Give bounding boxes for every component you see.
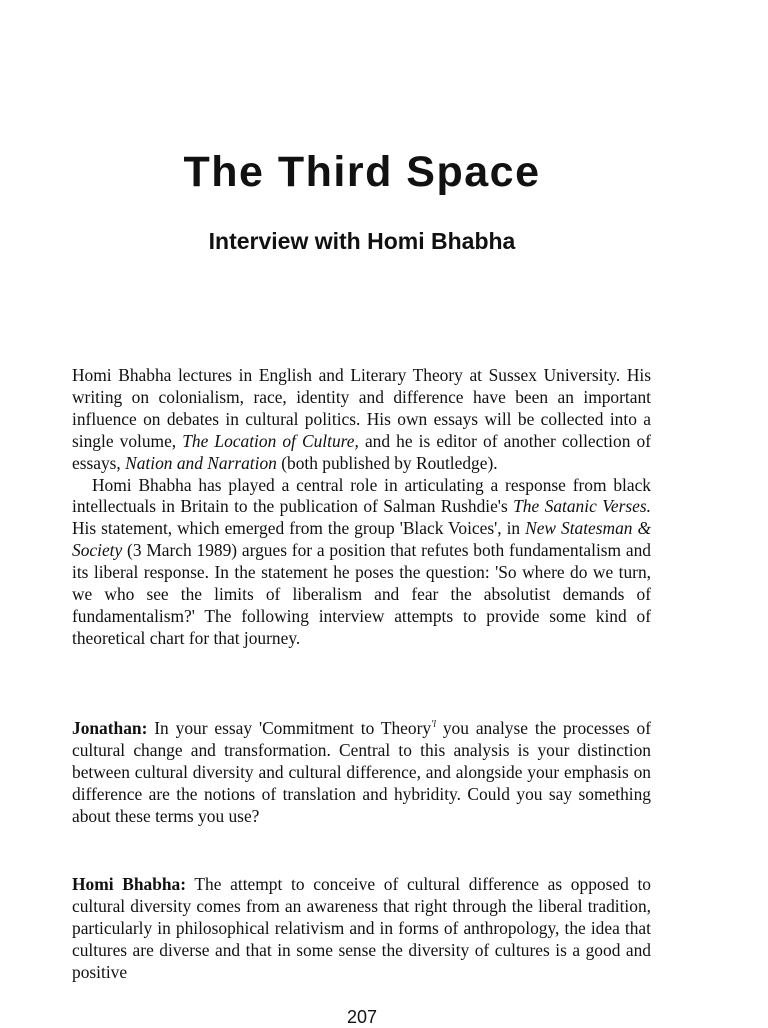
speaker-jonathan: Jonathan:	[72, 718, 148, 738]
book-title-location-of-culture: The Location of Culture,	[182, 430, 359, 451]
intro-paragraph-2	[72, 475, 651, 650]
intro-p2-text-c: (3 March 1989) argues for a position that refutes both fundamentalism and its liberal response. In the statement he poses the question: 'So where do we turn, we who see the limits of liberalism and fear the absolutist demands of fundamentalism?' The following interview attempts to provide some kind of theoretical chart for that journey.	[72, 540, 651, 648]
intro-section	[72, 365, 651, 650]
book-title-nation-and-narration: Nation and Narration	[125, 452, 277, 473]
book-title-satanic-verses: The Satanic Verses.	[513, 496, 651, 517]
intro-p1-text-c: (both published by Routledge).	[276, 452, 498, 473]
question-paragraph	[72, 718, 651, 828]
question-text-a: In your essay 'Commitment to Theory	[147, 718, 432, 738]
page-subtitle: Interview with Homi Bhabha	[208, 228, 516, 254]
page-title: The Third Space	[183, 148, 541, 196]
answer-text: The attempt to conceive of cultural difference as opposed to cultural diversity comes from an awareness that right through the liberal tradition, particularly in philosophical relativism and in forms of anthropology, the idea that cultures are diverse and that in some sense the diversity of cultures is a good and positive	[72, 874, 651, 982]
page-number: 207	[346, 1007, 378, 1027]
speaker-homi-bhabha: Homi Bhabha:	[72, 874, 187, 894]
intro-p1-text-a: Homi Bhabha lectures in English and Literary Theory at Sussex University. His writing on colonialism, race, identity and difference have been an important influence on debates in cultural politics. His own essays will be collected into a single volume,	[72, 365, 651, 451]
question-text-b: you analyse the processes of cultural change and transformation. Central to this analysis is your distinction between cultural diversity and cultural difference, and alongside your emphasis on difference are the notions of translation and hybridity. Could you say something about these terms you use?	[72, 718, 651, 826]
intro-p1-text-b: and he is editor of another collection of essays,	[72, 430, 651, 473]
footnote-marker: 'l	[431, 719, 436, 731]
intro-p2-text-b: His statement, which emerged from the group 'Black Voices', in	[72, 518, 526, 539]
intro-paragraph-1	[72, 365, 651, 475]
interview-question-1	[72, 718, 651, 828]
intro-p2-text-a: Homi Bhabha has played a central role in articulating a response from black intellectuals in Britain to the publication of Salman Rushdie's	[72, 474, 651, 517]
journal-title: New Statesman & Society	[72, 518, 651, 561]
answer-paragraph	[72, 874, 651, 984]
interview-answer-1	[72, 874, 651, 984]
